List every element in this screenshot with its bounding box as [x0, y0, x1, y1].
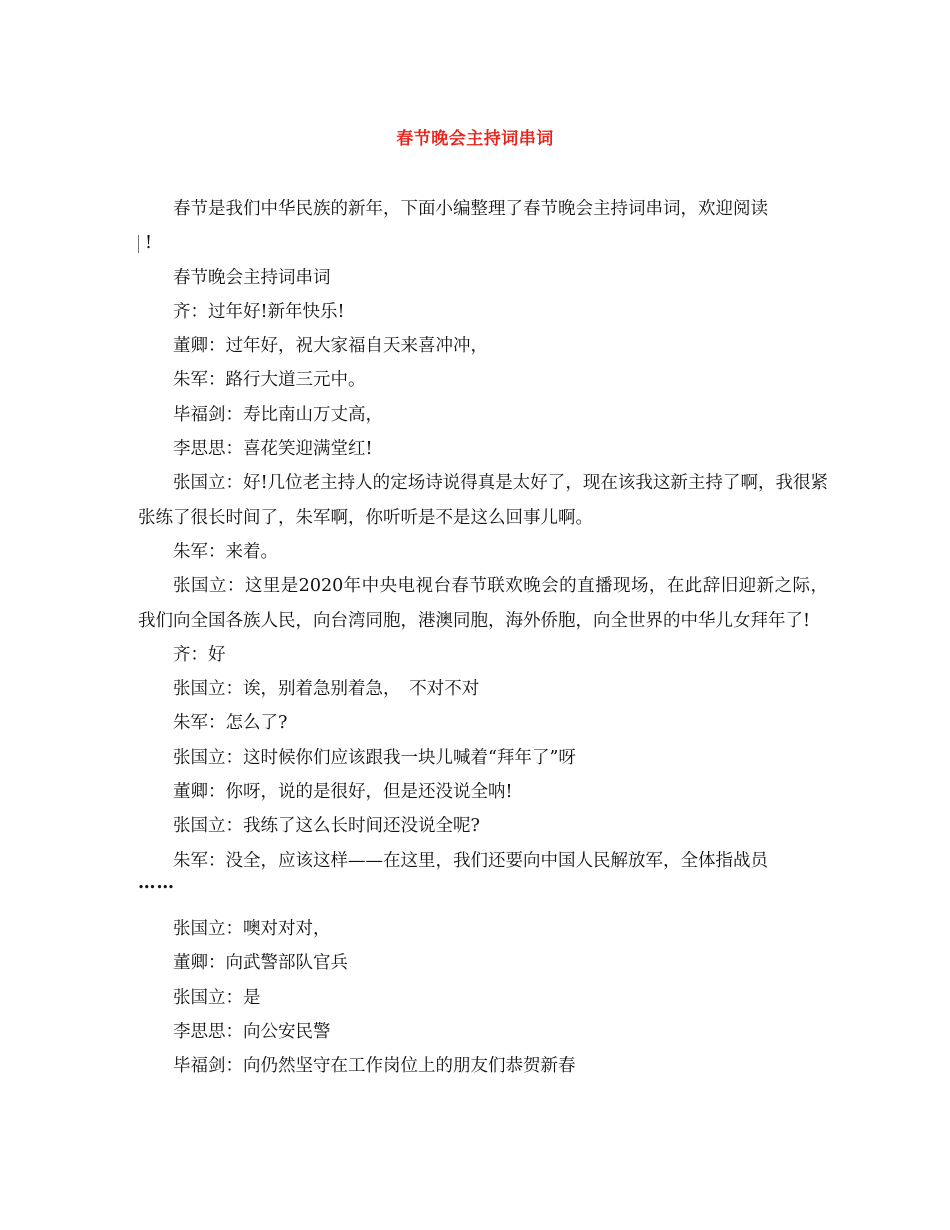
paragraph: 朱军：怎么了?: [173, 713, 288, 734]
paragraph: 齐：过年好!新年快乐!: [173, 301, 345, 322]
document-body: [138, 192, 828, 1083]
paragraph: 春节晚会主持词串词: [173, 267, 331, 288]
paragraph: 董卿：你呀，说的是很好，但是还没说全呐!: [173, 782, 513, 803]
paragraph: 李思思：向公安民警: [173, 1021, 331, 1042]
intro-line-1: 春节是我们中华民族的新年，下面小编整理了春节晚会主持词串词，欢迎阅读: [173, 199, 768, 219]
document-title: 春节晚会主持词串词: [396, 129, 554, 149]
paragraph: 毕福剑：寿比南山万丈高，: [173, 404, 383, 425]
paragraph: 张国立：是: [173, 987, 261, 1008]
paragraph: 张国立：这时候你们应该跟我一块儿喊着“拜年了”呀: [173, 747, 576, 768]
paragraph: 张国立：我练了这么长时间还没说全呢?: [173, 816, 480, 837]
paragraph: 朱军：没全，应该这样——在这里，我们还要向中国人民解放军，全体指战员: [173, 850, 768, 871]
paragraph: 朱军：路行大道三元中。: [173, 370, 366, 391]
paragraph: 董卿：向武警部队官兵: [173, 953, 348, 974]
intro-line-2-wrap: [103, 226, 152, 260]
paragraph: 朱军：来着。: [173, 541, 278, 562]
paragraph: 毕福剑：向仍然坚守在工作岗位上的朋友们恭贺新春: [173, 1056, 576, 1077]
ellipsis: ……: [138, 872, 175, 893]
paragraph: 张国立：好!几位老主持人的定场诗说得真是太好了，现在该我这新主持了啊，我很紧张练了很长时间了，朱军啊，你听听是不是这么回事儿啊。: [138, 473, 828, 528]
intro-paragraph: [138, 192, 828, 261]
paragraph: 齐：好: [173, 644, 226, 665]
paragraph: 张国立：这里是2020年中央电视台春节联欢晚会的直播现场，在此辞旧迎新之际，我们向全国各族人民，向台湾同胞，港澳同胞，海外侨胞，向全世界的中华儿女拜年了!: [138, 576, 828, 631]
paragraph: 董卿：过年好，祝大家福自天来喜冲冲，: [173, 336, 488, 357]
paragraph: 李思思：喜花笑迎满堂红!: [173, 439, 373, 460]
intro-line-2: !: [145, 233, 153, 254]
paragraph: 张国立：噢对对对，: [173, 918, 331, 939]
text-cursor-icon: [138, 235, 139, 253]
paragraph: 张国立：诶，别着急别着急， 不对不对: [173, 679, 480, 700]
